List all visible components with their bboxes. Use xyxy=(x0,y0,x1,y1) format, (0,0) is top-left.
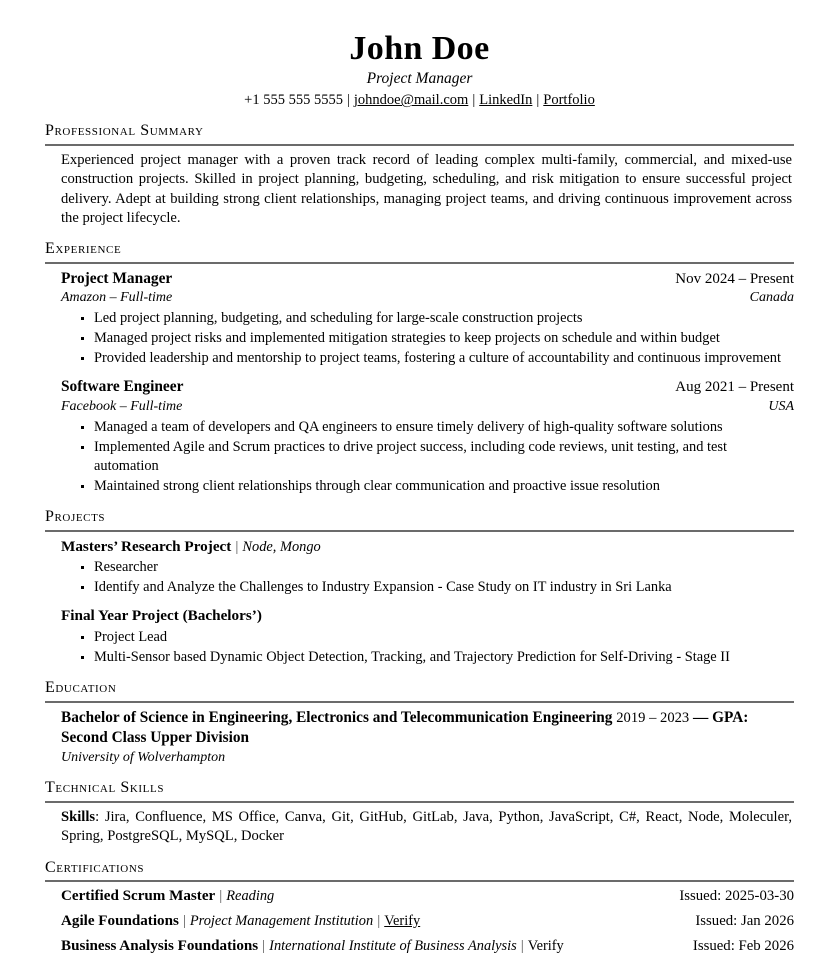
certification-name: Business Analysis Foundations xyxy=(61,937,259,954)
summary-text: Experienced project manager with a proven track record of leading complex multi-family, commercial, and mixed-use construction projects. Skilled in project planning, budgeting, scheduling, and risk mitigation to ensure successful project delivery. Adept at building strong client relationships, managing project teams, and driving continuous improvement across the project lifecycle. xyxy=(61,151,792,226)
section-title-projects: Projects xyxy=(45,508,106,526)
project-bullet-list xyxy=(61,558,794,597)
job-title: Software Engineer xyxy=(61,378,184,396)
section-title-education: Education xyxy=(45,679,117,697)
certification-separator: | xyxy=(182,912,186,929)
certification-separator: | xyxy=(520,937,524,954)
project-entry xyxy=(61,606,794,667)
section-rule xyxy=(45,530,794,532)
certification-name: Certified Scrum Master xyxy=(61,888,216,905)
certification-separator: | xyxy=(219,888,223,905)
certification-name: Agile Foundations xyxy=(61,912,179,929)
projects-body xyxy=(45,537,794,668)
experience-entry xyxy=(61,269,794,369)
project-separator: | xyxy=(235,537,239,555)
summary-body xyxy=(45,151,794,229)
project-name: Final Year Project (Bachelors’) xyxy=(61,607,262,625)
certification-date: Issued: 2025-03-30 xyxy=(679,888,794,905)
certification-row xyxy=(61,937,794,957)
section-title-certifications: Certifications xyxy=(45,858,145,876)
education-degree-block xyxy=(61,708,794,749)
education-entry xyxy=(61,708,794,768)
section-rule xyxy=(45,262,794,264)
project-name: Masters’ Research Project xyxy=(61,537,232,555)
contact-line xyxy=(45,91,794,110)
resume-header xyxy=(45,30,794,110)
job-bullet-list xyxy=(61,418,794,496)
experience-title-row xyxy=(61,377,794,398)
section-technical-skills xyxy=(45,779,794,846)
section-certifications xyxy=(45,859,794,957)
project-tech: Node, Mongo xyxy=(242,538,321,555)
portfolio-link[interactable]: Portfolio xyxy=(543,92,595,109)
education-gpa: — GPA: Second Class Upper Division xyxy=(61,708,749,746)
section-projects xyxy=(45,508,794,667)
skills-text xyxy=(61,808,794,847)
section-rule xyxy=(45,701,794,703)
skills-body xyxy=(45,808,794,847)
contact-separator: | xyxy=(346,92,350,109)
certification-left xyxy=(61,887,274,907)
phone-text: +1 555 555 5555 xyxy=(244,92,343,109)
skills-list: Jira, Confluence, MS Office, Canva, Git, GitHub, GitLab, Java, Python, JavaScript, C#, React, Node, Moleculer, Spring, PostgreSQL, MySQL, Docker xyxy=(61,808,792,845)
certification-verify-link[interactable]: Verify xyxy=(527,937,564,954)
certification-row xyxy=(61,912,794,932)
job-bullet: Managed a team of developers and QA engineers to ensure timely delivery of high-quality software solutions xyxy=(94,418,794,437)
certification-issuer: Project Management Institution xyxy=(189,912,374,929)
contact-separator: | xyxy=(472,92,476,109)
project-entry xyxy=(61,537,794,598)
job-company: Facebook – Full-time xyxy=(61,398,183,414)
certification-separator: | xyxy=(262,937,266,954)
job-bullet: Maintained strong client relationships through clear communication and proactive issue resolution xyxy=(94,477,794,496)
experience-company-row xyxy=(61,398,794,416)
email-link[interactable]: johndoe@mail.com xyxy=(353,92,469,109)
job-location: Canada xyxy=(749,290,794,306)
section-professional-summary xyxy=(45,122,794,228)
job-bullet-list xyxy=(61,309,794,368)
section-education xyxy=(45,679,794,767)
linkedin-link[interactable]: LinkedIn xyxy=(479,92,533,109)
job-date: Aug 2021 – Present xyxy=(675,379,794,396)
section-rule xyxy=(45,801,794,803)
candidate-name: John Doe xyxy=(349,30,490,67)
certification-verify-link[interactable]: Verify xyxy=(384,912,421,929)
contact-separator: | xyxy=(536,92,540,109)
certification-row xyxy=(61,887,794,907)
job-bullet: Managed project risks and implemented mitigation strategies to keep projects on schedule and within budget xyxy=(94,329,794,348)
job-bullet: Provided leadership and mentorship to project teams, fostering a culture of accountability and continuous improvement xyxy=(94,349,794,368)
job-company: Amazon – Full-time xyxy=(61,290,173,306)
education-date: 2019 – 2023 xyxy=(616,709,690,726)
job-bullet: Implemented Agile and Scrum practices to drive project success, including code reviews, unit testing, and test automation xyxy=(94,438,794,476)
experience-company-row xyxy=(61,289,794,307)
certification-date: Issued: Feb 2026 xyxy=(692,937,794,954)
certification-left xyxy=(61,912,420,932)
experience-title-row xyxy=(61,269,794,290)
candidate-headline: Project Manager xyxy=(366,70,473,88)
job-date: Nov 2024 – Present xyxy=(675,270,794,287)
education-school: University of Wolverhampton xyxy=(61,750,226,766)
job-bullet: Led project planning, budgeting, and scheduling for large-scale construction projects xyxy=(94,309,794,328)
certification-left xyxy=(61,937,564,957)
education-degree: Bachelor of Science in Engineering, Electronics and Telecommunication Engineering xyxy=(61,708,613,726)
project-bullet: Identify and Analyze the Challenges to Industry Expansion - Case Study on IT industry in Sri Lanka xyxy=(94,578,794,597)
project-bullet-list xyxy=(61,628,794,667)
section-title-summary: Professional Summary xyxy=(45,122,204,140)
section-rule xyxy=(45,144,794,146)
section-rule xyxy=(45,880,794,882)
project-head xyxy=(61,606,794,626)
skills-label: Skills xyxy=(61,808,96,825)
project-bullet: Researcher xyxy=(94,558,794,577)
section-experience xyxy=(45,240,794,496)
skills-colon: : xyxy=(95,808,100,825)
project-bullet: Project Lead xyxy=(94,628,794,647)
experience-body xyxy=(45,269,794,496)
certification-separator: | xyxy=(377,912,381,929)
section-title-experience: Experience xyxy=(45,240,122,258)
section-title-skills: Technical Skills xyxy=(45,779,165,797)
certification-date: Issued: Jan 2026 xyxy=(695,912,794,929)
job-location: USA xyxy=(768,398,794,414)
certifications-body xyxy=(45,887,794,957)
certification-issuer: Reading xyxy=(226,888,275,905)
education-body xyxy=(45,708,794,768)
certification-issuer: International Institute of Business Analysis xyxy=(269,937,517,954)
experience-entry xyxy=(61,377,794,496)
job-title: Project Manager xyxy=(61,269,173,287)
project-head xyxy=(61,537,794,557)
project-bullet: Multi-Sensor based Dynamic Object Detection, Tracking, and Trajectory Prediction for Self-Driving - Stage II xyxy=(94,648,794,667)
